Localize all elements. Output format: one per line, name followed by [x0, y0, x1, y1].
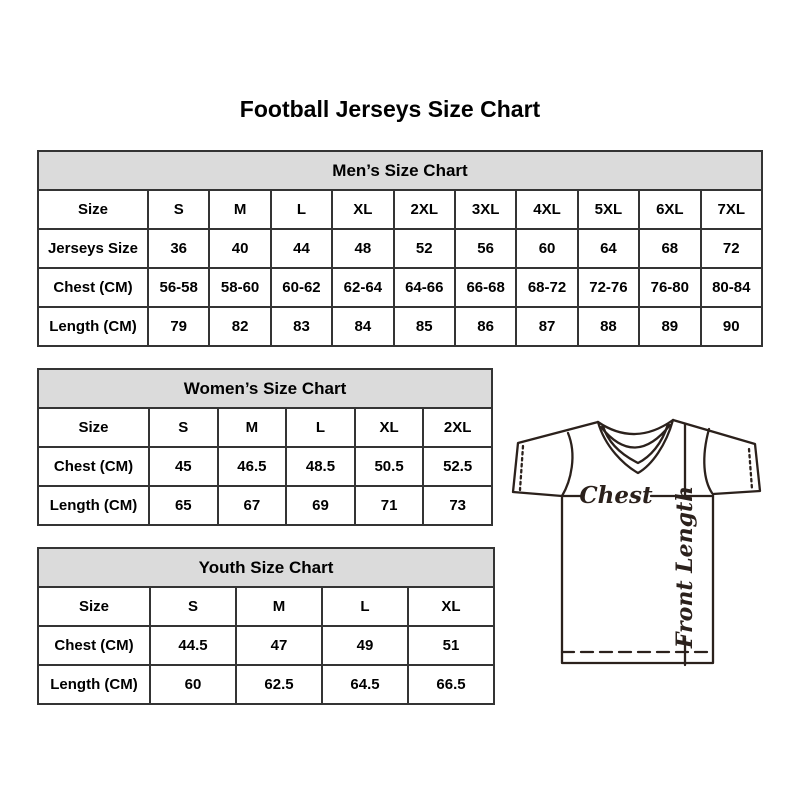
- men-size-cell: 7XL: [701, 190, 762, 229]
- men-chest-cm-cell: 68-72: [516, 268, 577, 307]
- youth-section-header-row: [38, 548, 494, 587]
- women-chest-cm-cell: 52.5: [423, 447, 492, 486]
- youth-chest-cm-cell: 47: [236, 626, 322, 665]
- women-size-cell: L: [286, 408, 355, 447]
- youth-row-chest-cm: [38, 626, 494, 665]
- youth-row-label-length-cm: Length (CM): [38, 665, 150, 704]
- youth-size-cell: M: [236, 587, 322, 626]
- men-size-cell: S: [148, 190, 209, 229]
- women-length-cm-cell: 69: [286, 486, 355, 525]
- mens-size-table: [37, 150, 763, 347]
- men-size-cell: 4XL: [516, 190, 577, 229]
- men-row-label-size: Size: [38, 190, 148, 229]
- youth-chest-cm-cell: 49: [322, 626, 408, 665]
- women-row-label-size: Size: [38, 408, 149, 447]
- page-title: Football Jerseys Size Chart: [239, 96, 541, 122]
- men-length-cm-cell: 79: [148, 307, 209, 346]
- front-length-measure-label: Front Length: [672, 485, 698, 649]
- men-jerseys-size-cell: 36: [148, 229, 209, 268]
- men-jerseys-size-cell: 44: [271, 229, 332, 268]
- men-size-cell: 5XL: [578, 190, 639, 229]
- men-chest-cm-cell: 56-58: [148, 268, 209, 307]
- men-row-label-jerseys-size: Jerseys Size: [38, 229, 148, 268]
- women-length-cm-cell: 73: [423, 486, 492, 525]
- women-size-cell: 2XL: [423, 408, 492, 447]
- women-size-cell: S: [149, 408, 218, 447]
- men-section-title: Men’s Size Chart: [38, 151, 762, 190]
- men-length-cm-cell: 85: [394, 307, 455, 346]
- youth-chest-cm-cell: 51: [408, 626, 494, 665]
- women-length-cm-cell: 71: [355, 486, 424, 525]
- men-jerseys-size-cell: 72: [701, 229, 762, 268]
- men-jerseys-size-cell: 68: [639, 229, 700, 268]
- men-length-cm-cell: 84: [332, 307, 393, 346]
- youth-size-cell: S: [150, 587, 236, 626]
- women-section-header-row: [38, 369, 492, 408]
- men-jerseys-size-cell: 40: [209, 229, 270, 268]
- men-chest-cm-cell: 58-60: [209, 268, 270, 307]
- right-sleeve-seam: [704, 429, 712, 493]
- men-size-cell: M: [209, 190, 270, 229]
- jersey-measurement-diagram: [505, 413, 765, 675]
- men-length-cm-cell: 90: [701, 307, 762, 346]
- youth-size-cell: L: [322, 587, 408, 626]
- women-row-label-chest-cm: Chest (CM): [38, 447, 149, 486]
- youth-size-table: [37, 547, 495, 705]
- men-chest-cm-cell: 80-84: [701, 268, 762, 307]
- men-size-cell: XL: [332, 190, 393, 229]
- men-jerseys-size-cell: 60: [516, 229, 577, 268]
- men-row-size: [38, 190, 762, 229]
- youth-section-title: Youth Size Chart: [38, 548, 494, 587]
- left-sleeve-seam: [562, 433, 572, 496]
- men-length-cm-cell: 86: [455, 307, 516, 346]
- men-chest-cm-cell: 66-68: [455, 268, 516, 307]
- men-jerseys-size-cell: 64: [578, 229, 639, 268]
- youth-length-cm-cell: 66.5: [408, 665, 494, 704]
- men-length-cm-cell: 88: [578, 307, 639, 346]
- youth-chest-cm-cell: 44.5: [150, 626, 236, 665]
- men-row-chest-cm: [38, 268, 762, 307]
- youth-length-cm-cell: 60: [150, 665, 236, 704]
- men-length-cm-cell: 83: [271, 307, 332, 346]
- youth-row-label-size: Size: [38, 587, 150, 626]
- men-length-cm-cell: 89: [639, 307, 700, 346]
- women-chest-cm-cell: 46.5: [218, 447, 287, 486]
- women-chest-cm-cell: 48.5: [286, 447, 355, 486]
- men-jerseys-size-cell: 52: [394, 229, 455, 268]
- collar-back-arc-outer: [598, 420, 673, 434]
- jersey-outline: [513, 420, 760, 663]
- men-chest-cm-cell: 76-80: [639, 268, 700, 307]
- women-chest-cm-cell: 45: [149, 447, 218, 486]
- women-length-cm-cell: 67: [218, 486, 287, 525]
- men-chest-cm-cell: 60-62: [271, 268, 332, 307]
- womens-size-table: [37, 368, 493, 526]
- women-size-cell: XL: [355, 408, 424, 447]
- men-size-cell: 2XL: [394, 190, 455, 229]
- women-row-size: [38, 408, 492, 447]
- youth-length-cm-cell: 62.5: [236, 665, 322, 704]
- women-size-cell: M: [218, 408, 287, 447]
- men-row-length-cm: [38, 307, 762, 346]
- men-jerseys-size-cell: 56: [455, 229, 516, 268]
- men-jerseys-size-cell: 48: [332, 229, 393, 268]
- women-row-label-length-cm: Length (CM): [38, 486, 149, 525]
- youth-size-cell: XL: [408, 587, 494, 626]
- chest-measure-label: Chest: [579, 482, 653, 509]
- men-row-label-chest-cm: Chest (CM): [38, 268, 148, 307]
- men-row-label-length-cm: Length (CM): [38, 307, 148, 346]
- women-row-length-cm: [38, 486, 492, 525]
- women-length-cm-cell: 65: [149, 486, 218, 525]
- men-size-cell: 3XL: [455, 190, 516, 229]
- right-cuff-stitch-line: [749, 449, 752, 489]
- men-row-jerseys-size: [38, 229, 762, 268]
- men-section-header-row: [38, 151, 762, 190]
- women-section-title: Women’s Size Chart: [38, 369, 492, 408]
- men-chest-cm-cell: 72-76: [578, 268, 639, 307]
- women-chest-cm-cell: 50.5: [355, 447, 424, 486]
- youth-row-label-chest-cm: Chest (CM): [38, 626, 150, 665]
- men-size-cell: L: [271, 190, 332, 229]
- women-row-chest-cm: [38, 447, 492, 486]
- men-chest-cm-cell: 64-66: [394, 268, 455, 307]
- men-size-cell: 6XL: [639, 190, 700, 229]
- left-cuff-stitch-line: [520, 446, 523, 490]
- men-length-cm-cell: 82: [209, 307, 270, 346]
- men-length-cm-cell: 87: [516, 307, 577, 346]
- youth-row-size: [38, 587, 494, 626]
- youth-length-cm-cell: 64.5: [322, 665, 408, 704]
- youth-row-length-cm: [38, 665, 494, 704]
- men-chest-cm-cell: 62-64: [332, 268, 393, 307]
